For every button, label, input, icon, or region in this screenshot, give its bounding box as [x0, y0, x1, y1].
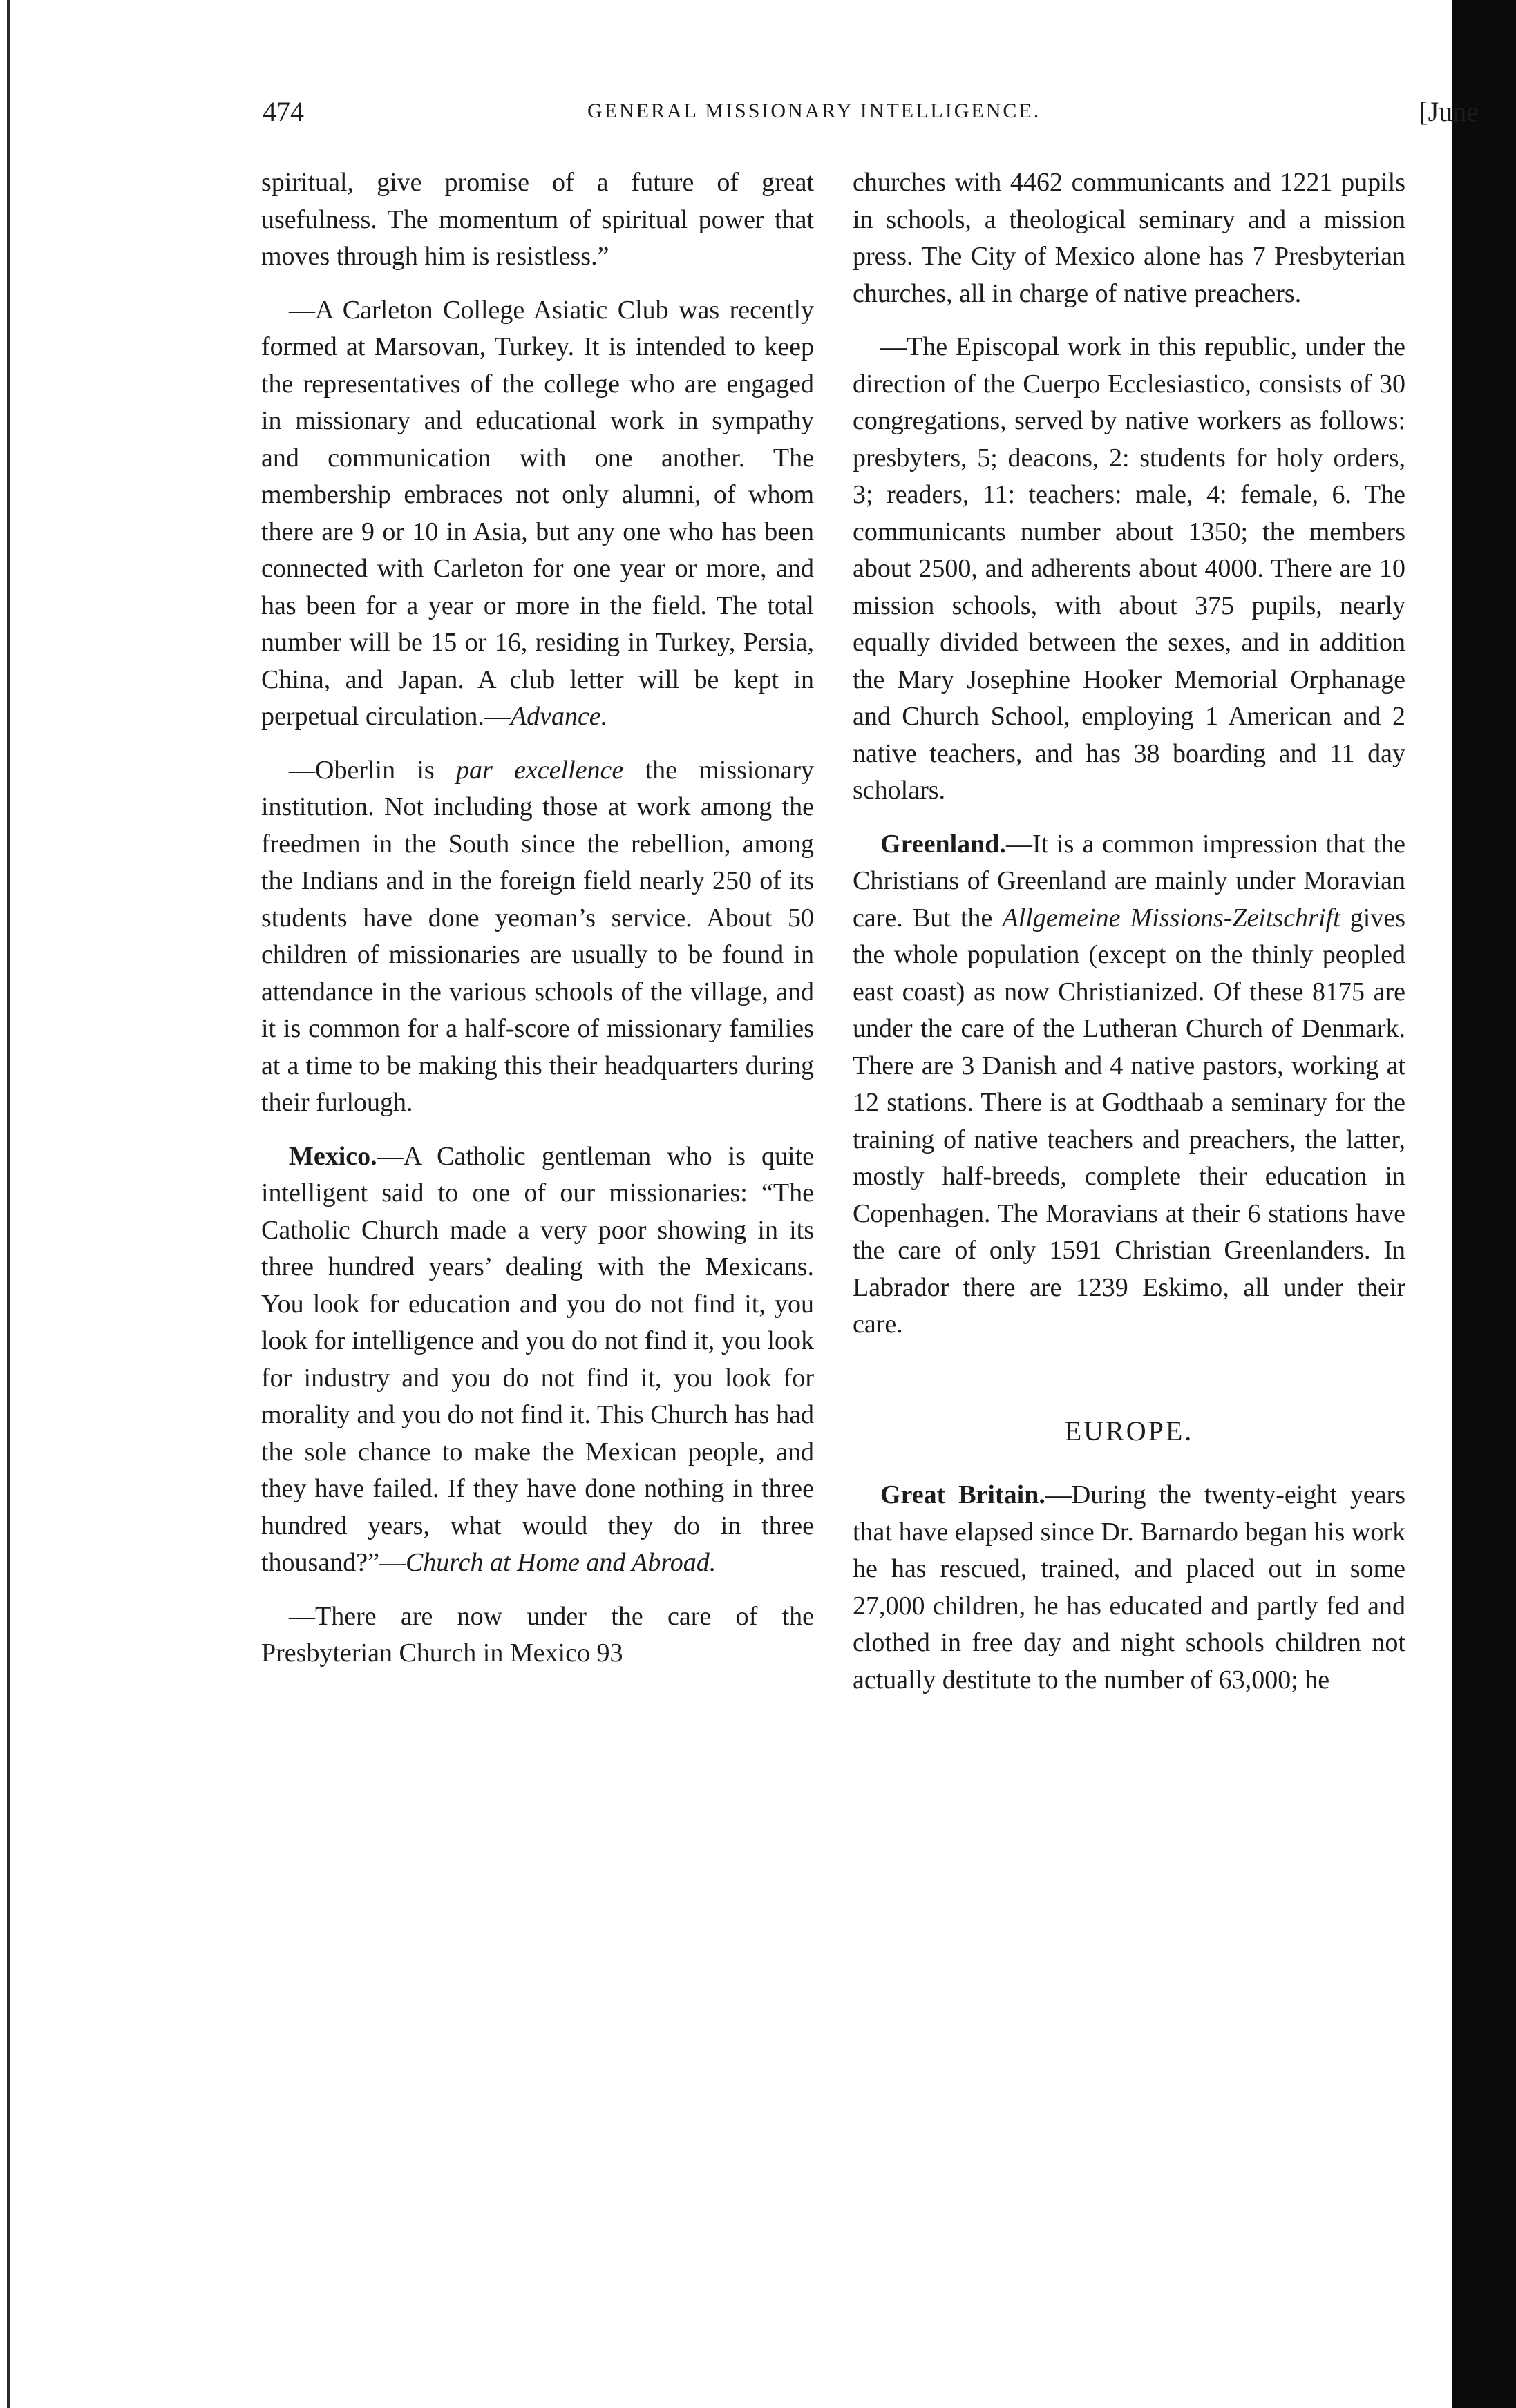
paragraph-text: —It is a common impression that the Christians of Greenland are mainly under Moravian care. But the	[853, 829, 1405, 933]
paragraph-great-britain	[853, 1477, 1405, 1699]
paragraph-text: —A Carleton College Asiatic Club was recently formed at Marsovan, Turkey. It is intended to keep the representatives of the college who are engaged in missionary and educational work in sympathy and communication with one another. The membership embraces not only alumni, of whom there are 9 or 10 in Asia, but any one who has been connected with Carleton for one year or more, and has been for a year or more in the field. The total number will be 15 or 16, residing in Turkey, Persia, China, and Japan. A club letter will be kept in perpetual circulation.—	[261, 295, 814, 731]
page-number: 474	[263, 96, 304, 127]
paragraph-episcopal: —The Episcopal work in this republic, under the direction of the Cuerpo Ecclesiastico, consists of 30 congregations, served by native workers as follows: presbyters, 5; deacons, 2: students for holy orders, 3; readers, 11: teachers: male, 4: female, 6. The communicants number about 1350; the members about 2500, and adherents about 4000. There are 10 mission schools, with about 375 pupils, nearly equally divided between the sexes, and in addition the Mary Josephine Hooker Memorial Orphanage and Church School, employing 1 American and 2 native teachers, and has 38 boarding and 11 day scholars.	[853, 332, 1405, 805]
paragraph-presbyterian: —There are now under the care of the Presbyterian Church in Mexico 93	[261, 1601, 814, 1668]
paragraph-carleton-club	[261, 292, 814, 736]
paragraph-oberlin	[261, 752, 814, 1122]
region-heading: Great Britain.	[880, 1480, 1045, 1509]
left-column	[261, 164, 814, 2389]
paragraph-text: the missionary institution. Not including those at work among the freedmen in the South since the rebellion, among the Indians and in the foreign field nearly 250 of its students have done yeoman’s service. About 50 children of missionaries are usually to be found in attendance in the various schools of the village, and it is common for a half-score of missionary families at a time to be making this their headquarters during their furlough.	[261, 755, 814, 1117]
running-title: GENERAL MISSIONARY INTELLIGENCE.	[587, 99, 1041, 122]
region-heading: Mexico.	[289, 1141, 377, 1171]
italic-phrase: Allgemeine Missions-Zeitschrift	[1002, 903, 1340, 933]
paragraph-text: —A Catholic gentleman who is quite intelligent said to one of our missionaries: “The Catholic Church made a very poor showing in its three hundred years’ dealing with the Mexicans. You look for education and you do not find it, you look for intelligence and you do not find it, you look for industry and you do not find it, you look for morality and you do not find it. This Church has had the sole chance to make the Mexican people, and they have failed. If they have done nothing in three hundred years, what would they do in three thousand?”—	[261, 1141, 814, 1577]
paragraph-continuation: churches with 4462 communicants and 1221 pupils in schools, a theological seminary and a mission press. The City of Mexico alone has 7 Presbyterian churches, all in charge of native preachers.	[853, 168, 1405, 308]
paragraph-text: —Oberlin is	[289, 755, 456, 785]
region-heading: Greenland.	[880, 829, 1006, 859]
paragraph-greenland	[853, 826, 1405, 1344]
issue-month: [June	[1419, 96, 1479, 127]
left-edge-line	[7, 0, 10, 2408]
right-column	[853, 164, 1405, 2389]
paragraph-continuation: spiritual, give promise of a future of great usefulness. The momentum of spiritual power that moves through him is resistless.”	[261, 168, 814, 271]
paragraph-text: gives the whole population (except on the thinly peopled east coast) as now Christianized. Of these 8175 are under the care of the Lutheran Church of Denmark. There are 3 Danish and 4 native pastors, working at 12 stations. There is at Godthaab a seminary for the training of native teachers and preachers, the latter, mostly half-breeds, complete their education in Copenhagen. The Moravians at their 6 stations have the care of only 1591 Christian Greenlanders. In Labrador there are 1239 Eskimo, all under their care.	[853, 903, 1405, 1339]
page-header	[263, 95, 1479, 144]
paragraph-mexico	[261, 1138, 814, 1582]
binding-shadow	[1452, 0, 1516, 2408]
source-citation: Advance.	[510, 702, 608, 731]
paragraph-text: —During the twenty-eight years that have elapsed since Dr. Barnardo began his work he has rescued, trained, and placed out in some 27,000 children, he has educated and partly fed and clothed in free day and night schools children not actually destitute to the number of 63,000; he	[853, 1480, 1405, 1694]
section-heading: EUROPE.	[1064, 1415, 1194, 1446]
italic-phrase: par excellence	[455, 755, 624, 785]
source-citation: Church at Home and Abroad.	[405, 1548, 717, 1577]
